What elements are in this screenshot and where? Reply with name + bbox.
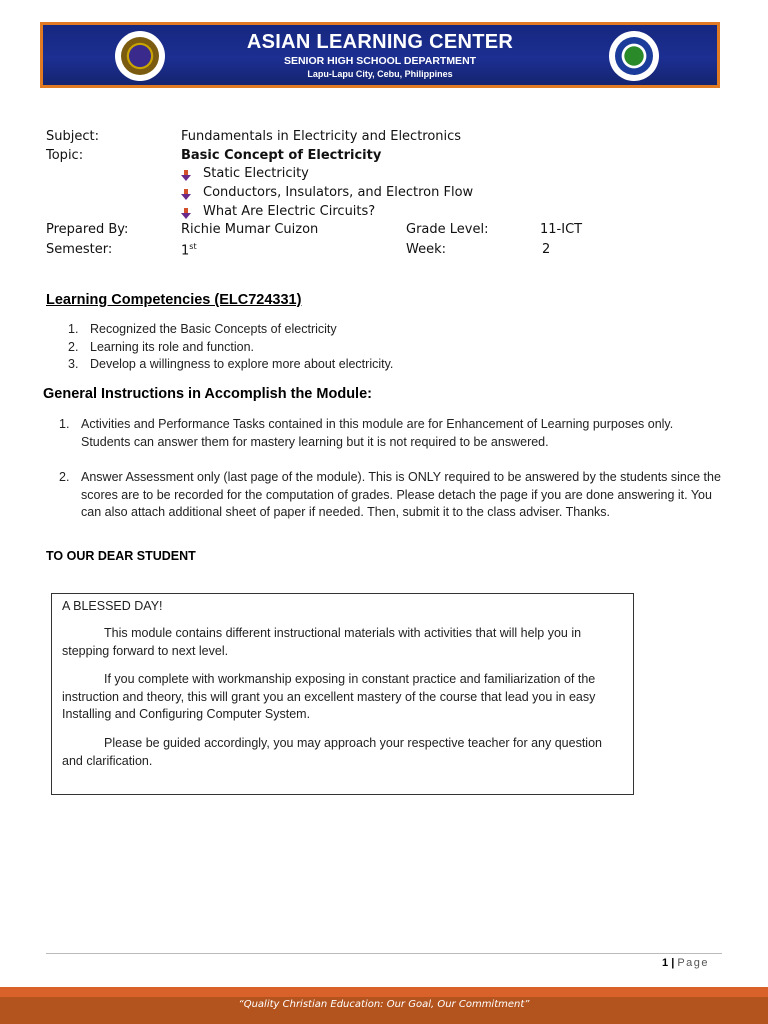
arrow-bullet-icon [181,207,191,219]
footer-band [0,984,768,1024]
message-paragraph: If you complete with workmanship exposing in constant practice and familiarization of the instruction and theory, this will grant you an excellent mastery of the course that lead you in easy Installing and Configuring Computer System. [62,672,596,721]
instruction-text: Activities and Performance Tasks contained in this module are for Enhancement of Learning purposes only. Students can answer them for mastery learning but it is not required to be answered. [81,417,674,449]
topic-label: Topic: [46,148,84,163]
topic-item: What Are Electric Circuits? [203,204,376,219]
message-paragraph: This module contains different instructional materials with activities that will help you in stepping forward to next level. [62,626,582,658]
grade-level-value: 11-ICT [540,222,583,237]
page-number: 1 | Page [662,957,710,969]
greeting: A BLESSED DAY! [62,599,163,613]
message-paragraph: Please be guided accordingly, you may approach your respective teacher for any question and clarification. [62,736,602,768]
footer-divider [46,953,722,954]
week-label: Week: [406,242,446,257]
school-name: ASIAN LEARNING CENTER [246,31,514,53]
semester-value: 1st [181,242,197,259]
prepared-by-label: Prepared By: [46,222,129,237]
semester-label: Semester: [46,242,113,257]
dear-student-heading: TO OUR DEAR STUDENT [46,549,196,563]
department-name: SENIOR HIGH SCHOOL DEPARTMENT [283,55,477,67]
instruction-text: Answer Assessment only (last page of the module). This is ONLY required to be answered by the students since the scores are to be recorded for the computation of grades. Please detach the page if you are done answering it. You can also attach additional sheet of paper if needed. Then, submit it to the class adviser. Thanks. [81,470,721,519]
school-banner [40,22,720,88]
topic-item: Static Electricity [203,166,309,181]
topic-item: Conductors, Insulators, and Electron Flow [203,185,474,200]
school-seal-logo [609,31,659,81]
prepared-by-value: Richie Mumar Cuizon [181,222,319,237]
instruction-number: 2. [59,470,70,484]
message-box [51,593,634,795]
competencies-heading: Learning Competencies (ELC724331) [46,292,302,308]
subject-value: Fundamentals in Electricity and Electronics [181,129,462,144]
arrow-bullet-icon [181,169,191,181]
school-motto: “Quality Christian Education: Our Goal, Our Commitment” [238,999,530,1010]
week-value: 2 [542,242,551,257]
school-location: Lapu-Lapu City, Cebu, Philippines [307,69,453,79]
subject-label: Subject: [46,129,99,144]
arrow-bullet-icon [181,188,191,200]
grade-level-label: Grade Level: [406,222,489,237]
instruction-number: 1. [59,417,70,431]
instructions-heading: General Instructions in Accomplish the Module: [43,386,372,402]
topic-value: Basic Concept of Electricity [181,148,382,163]
